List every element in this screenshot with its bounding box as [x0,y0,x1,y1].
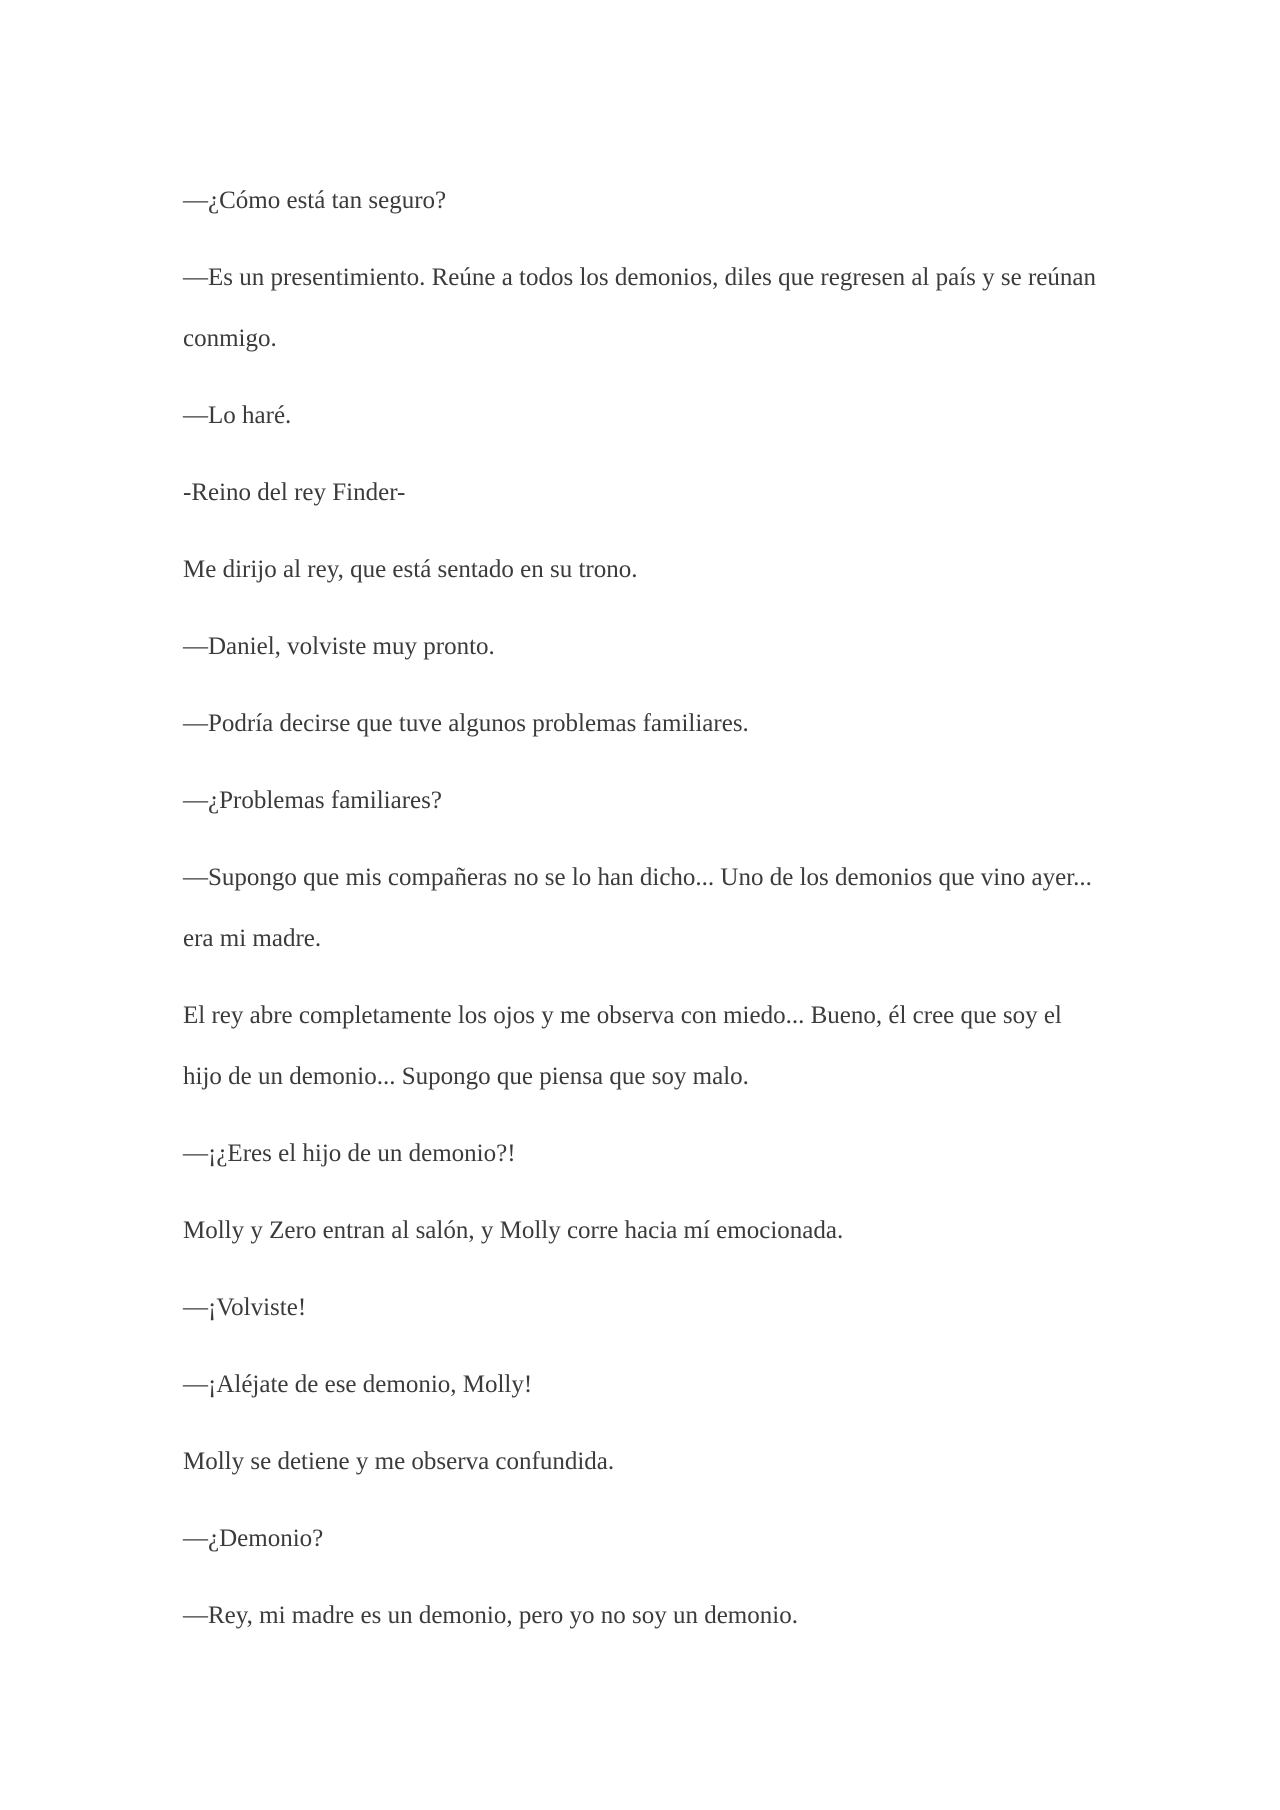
paragraph-3: —Lo haré. [183,402,292,429]
paragraph-6: —Daniel, volviste muy pronto. [183,633,495,660]
paragraph-16: —¿Demonio? [183,1525,324,1552]
scene-heading: -Reino del rey Finder- [183,479,406,506]
paragraph-17: —Rey, mi madre es un demonio, pero yo no soy un demonio. [183,1602,798,1629]
paragraph-15: Molly se detiene y me observa confundida. [183,1448,615,1475]
paragraph-2: —Es un presentimiento. Reúne a todos los demonios, diles que regresen al país y se reúnan conmigo. [183,264,1096,352]
paragraph-5: Me dirijo al rey, que está sentado en su trono. [183,556,638,583]
paragraph-10: El rey abre completamente los ojos y me observa con miedo... Bueno, él cree que soy el hijo de un demonio... Supongo que piensa que soy malo. [183,1002,1062,1090]
paragraph-14: —¡Aléjate de ese demonio, Molly! [183,1371,533,1398]
paragraph-12: Molly y Zero entran al salón, y Molly corre hacia mí emocionada. [183,1217,844,1244]
paragraph-11: —¡¿Eres el hijo de un demonio?! [183,1140,516,1167]
paragraph-8: —¿Problemas familiares? [183,787,442,814]
paragraph-7: —Podría decirse que tuve algunos problemas familiares. [183,710,749,737]
paragraph-13: —¡Volviste! [183,1294,307,1321]
document-page [183,170,1103,1662]
paragraph-9: —Supongo que mis compañeras no se lo han dicho... Uno de los demonios que vino ayer... era mi madre. [183,864,1092,952]
paragraph-1: —¿Cómo está tan seguro? [183,187,447,214]
